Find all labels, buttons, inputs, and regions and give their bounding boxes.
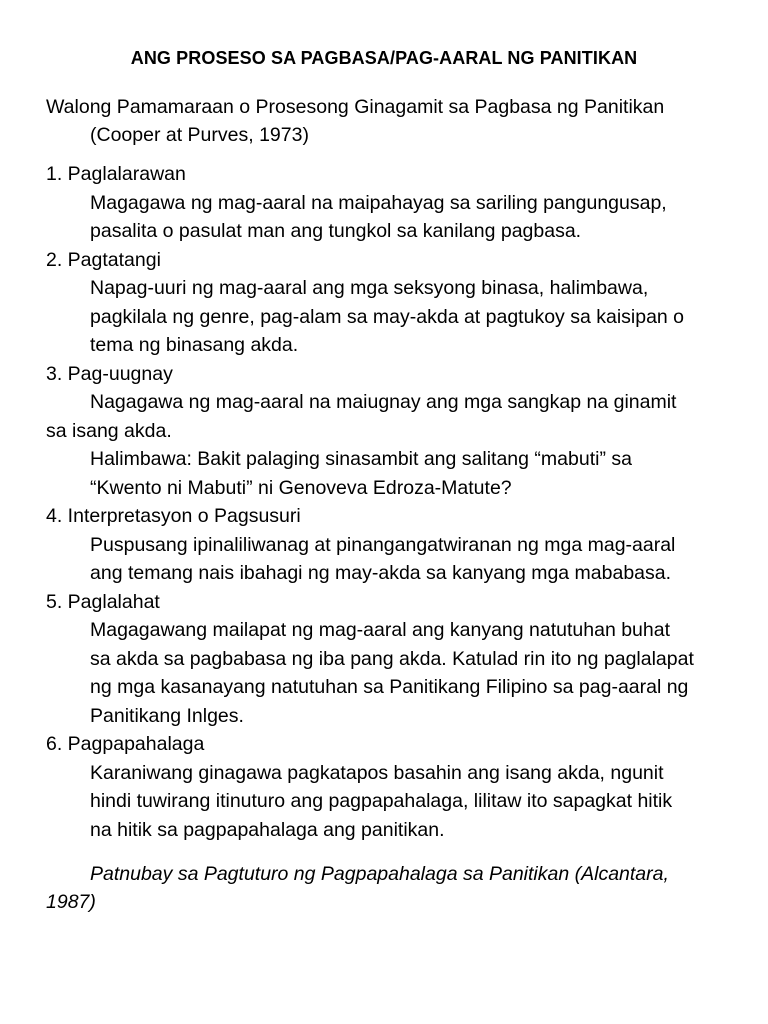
list-item [46,360,736,503]
item-line: Puspusang ipinaliliwanag at pinangangatwiranan ng mga mag-aaral [90,533,676,556]
list-item [46,502,736,588]
item-line: pasalita o pasulat man ang tungkol sa kanilang pagbasa. [90,220,582,242]
item-heading: 3. Pag-uugnay [46,362,173,385]
item-heading: 5. Paglalahat [46,590,160,613]
item-line: na hitik sa pagpapahalaga ang panitikan. [90,818,445,841]
list-item [46,160,736,246]
item-line: ng mga kasanayang natutuhan sa Panitikang Filipino sa pag-aaral ng [90,676,689,698]
item-line: Karaniwang ginagawa pagkatapos basahin ang isang akda, ngunit [90,761,664,784]
item-line: Nagagawa ng mag-aaral na maiugnay ang mga sangkap na ginamit [90,391,677,413]
item-line: Magagawang mailapat ng mag-aaral ang kanyang natutuhan buhat [90,619,671,641]
source-line: Patnubay sa Pagtuturo ng Pagpapahalaga sa Panitikan (Alcantara, [90,863,669,885]
item-heading: 1. Paglalarawan [46,163,186,185]
item-line: ang temang nais ibahagi ng may-akda sa kanyang mga mababasa. [90,562,672,584]
item-line: Napag-uuri ng mag-aaral ang mga seksyong binasa, halimbawa, [90,277,649,299]
item-heading: 4. Interpretasyon o Pagsusuri [46,505,301,527]
item-line: Panitikang Inlges. [90,704,244,727]
item-line: pagkilala ng genre, pag-alam sa may-akda at pagtukoy sa kaisipan o [90,305,685,328]
item-line: sa akda sa pagbabasa ng iba pang akda. Katulad rin ito ng paglalapat [90,647,694,670]
example-line: “Kwento ni Mabuti” ni Genoveva Edroza-Matute? [90,476,512,499]
item-line: sa isang akda. [46,419,172,442]
document-title: ANG PROSESO SA PAGBASA/PAG-AARAL NG PANITIKAN [130,48,638,68]
subtitle-citation: (Cooper at Purves, 1973) [90,124,309,146]
list-item [46,246,736,360]
source-line: 1987) [46,891,96,913]
subtitle-line: Walong Pamamaraan o Prosesong Ginagamit sa Pagbasa ng Panitikan [46,96,665,118]
example-line: Halimbawa: Bakit palaging sinasambit ang salitang “mabuti” sa [90,448,632,470]
item-line: hindi tuwirang itinuturo ang pagpapahalaga, lilitaw ito sapagkat hitik [90,790,673,812]
process-list [46,160,736,844]
item-line: Magagawa ng mag-aaral na maipahayag sa sariling pangungusap, [90,191,667,214]
document-subtitle [46,93,664,149]
item-heading: 6. Pagpapahalaga [46,733,205,755]
source-citation [46,860,736,916]
list-item [46,588,736,731]
item-line: tema ng binasang akda. [90,334,299,356]
list-item [46,730,736,844]
item-heading: 2. Pagtatangi [46,248,161,271]
